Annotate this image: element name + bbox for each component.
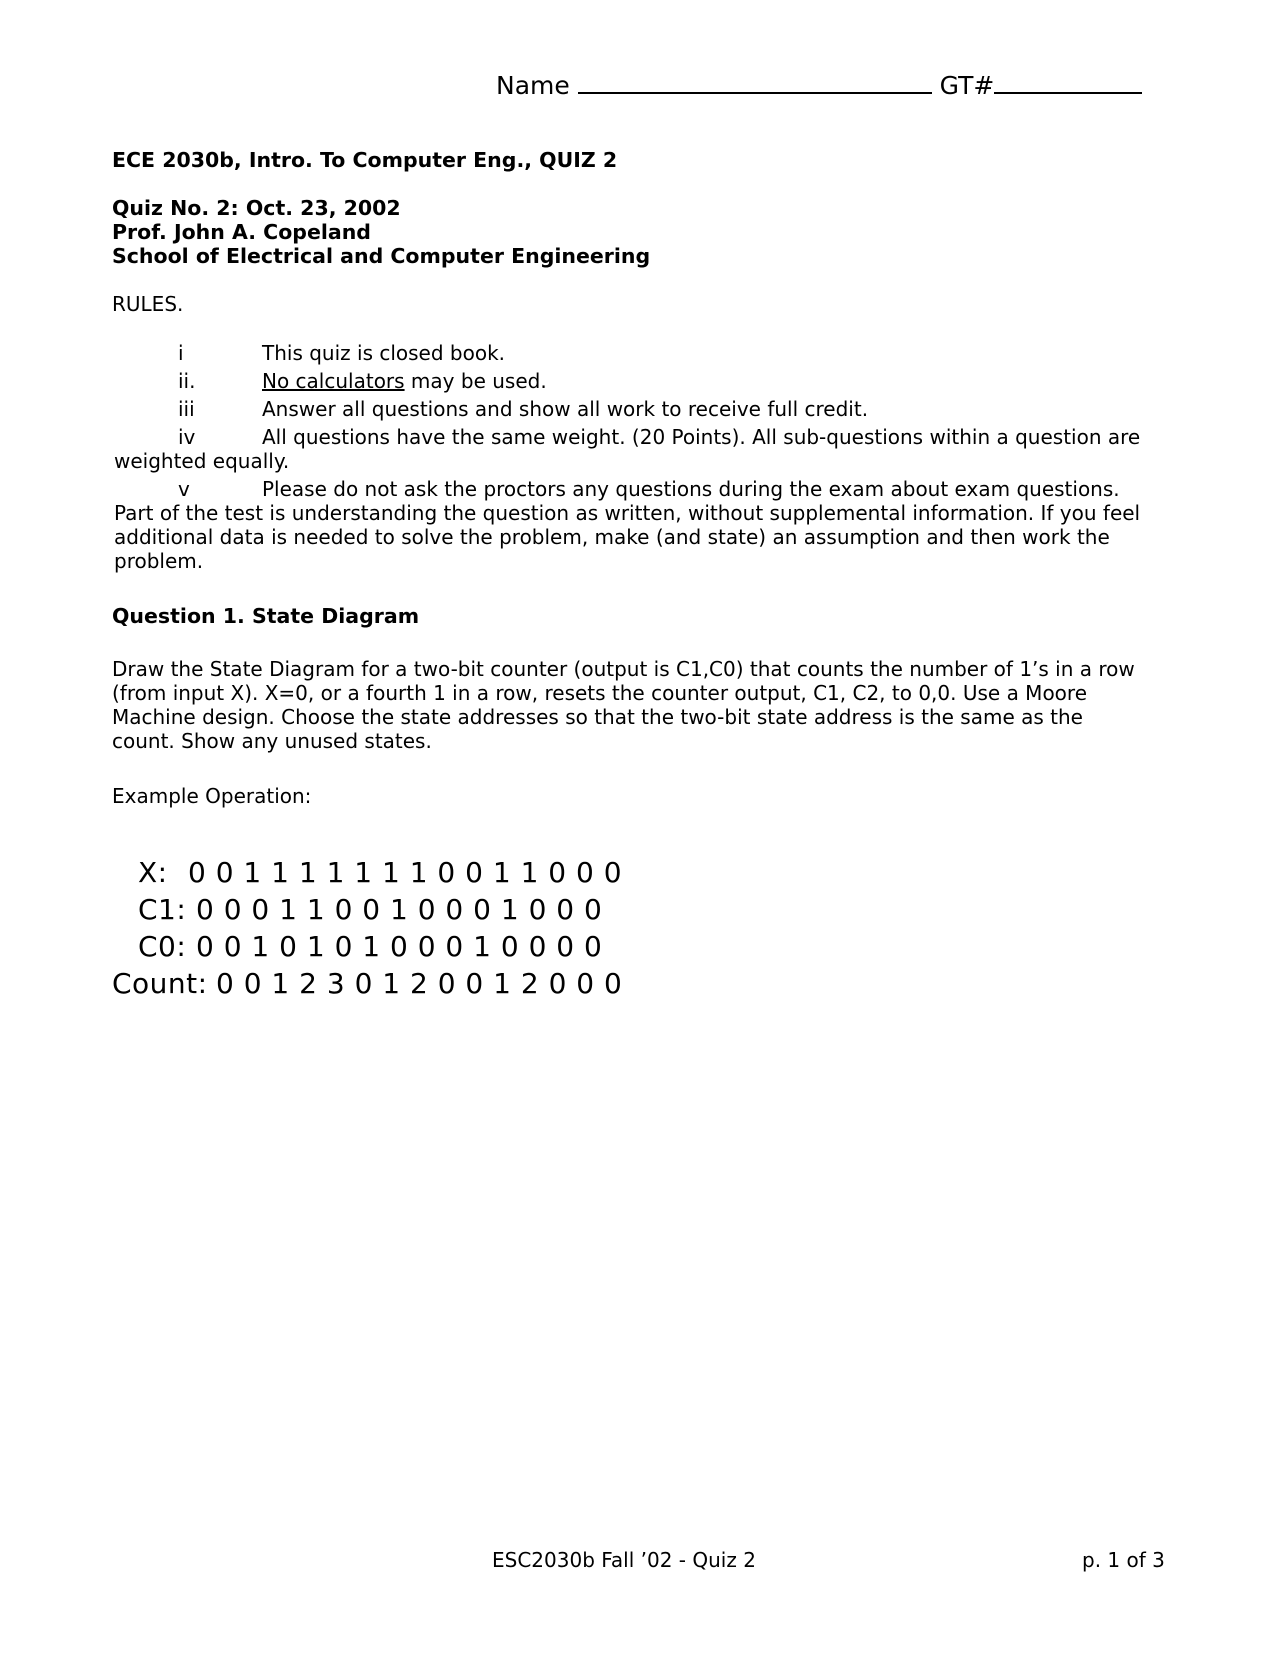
question-text-line: count. Show any unused states. bbox=[112, 729, 432, 753]
rule-underlined-text: No calculators bbox=[262, 369, 405, 393]
question-text-line: Machine design. Choose the state addresses so that the two-bit state address is the same as the bbox=[112, 705, 1083, 729]
sequence-x-label: X: bbox=[138, 856, 168, 889]
page-number: p. 1 of 3 bbox=[1082, 1548, 1165, 1572]
rule-num: ii. bbox=[178, 369, 196, 393]
question-heading: Question 1. State Diagram bbox=[112, 604, 420, 628]
footer-title: ESC2030b Fall ’02 - Quiz 2 bbox=[492, 1548, 756, 1572]
rules-heading: RULES. bbox=[112, 292, 184, 316]
rule-text: This quiz is closed book. bbox=[262, 341, 506, 365]
rule-text: Please do not ask the proctors any questions during the exam about exam questions. bbox=[262, 477, 1120, 501]
sequence-x-values: 0 0 1 1 1 1 1 1 1 0 0 1 1 0 0 0 bbox=[188, 856, 623, 889]
sequence-c0-label: C0: bbox=[138, 930, 187, 963]
question-text-line: (from input X). X=0, or a fourth 1 in a row, resets the counter output, C1, C2, to 0,0. Use a Moore bbox=[112, 681, 1087, 705]
name-gt-line bbox=[496, 70, 1142, 100]
gt-blank bbox=[994, 70, 1142, 94]
rule-cont-text: Part of the test is understanding the question as written, without supplemental information. If you feel bbox=[114, 501, 1141, 525]
question-text-line: Draw the State Diagram for a two-bit counter (output is C1,C0) that counts the number of 1’s in a row bbox=[112, 657, 1135, 681]
gt-label: GT# bbox=[939, 71, 995, 100]
sequence-c0-values: 0 0 1 0 1 0 1 0 0 0 1 0 0 0 0 bbox=[196, 930, 603, 963]
name-blank bbox=[578, 70, 932, 94]
sequence-c1-values: 0 0 0 1 1 0 0 1 0 0 0 1 0 0 0 bbox=[196, 893, 603, 926]
quiz-date: Quiz No. 2: Oct. 23, 2002 bbox=[112, 196, 401, 220]
rule-num: v bbox=[178, 477, 190, 501]
quiz-title: ECE 2030b, Intro. To Computer Eng., QUIZ 2 bbox=[112, 148, 618, 172]
rule-num: iv bbox=[178, 425, 196, 449]
name-label: Name bbox=[496, 71, 570, 100]
rule-text: All questions have the same weight. (20 Points). All sub-questions within a question are bbox=[262, 425, 1141, 449]
sequence-count-label: Count: bbox=[112, 967, 208, 1000]
sequence-c1-label: C1: bbox=[138, 893, 187, 926]
rule-num: i bbox=[178, 341, 184, 365]
rule-text: Answer all questions and show all work to receive full credit. bbox=[262, 397, 869, 421]
professor: Prof. John A. Copeland bbox=[112, 220, 371, 244]
school: School of Electrical and Computer Engineering bbox=[112, 244, 651, 268]
rule-cont-text: problem. bbox=[114, 549, 204, 573]
rule-num: iii bbox=[178, 397, 195, 421]
rule-text-rest: may be used. bbox=[404, 369, 547, 393]
rule-text bbox=[262, 369, 547, 394]
rule-cont-text: additional data is needed to solve the problem, make (and state) an assumption and then work the bbox=[114, 525, 1110, 549]
rule-cont-text: weighted equally. bbox=[114, 449, 290, 473]
example-label: Example Operation: bbox=[112, 784, 312, 808]
sequence-count-values: 0 0 1 2 3 0 1 2 0 0 1 2 0 0 0 bbox=[216, 967, 623, 1000]
